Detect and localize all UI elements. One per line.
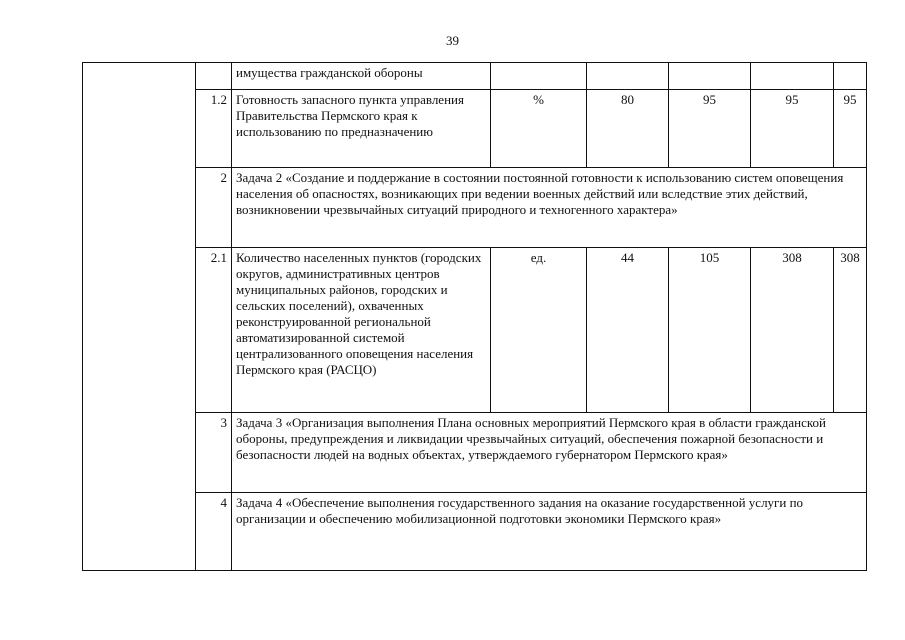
unit-cell: % <box>491 90 587 168</box>
value-cell <box>751 63 834 90</box>
row-number: 2.1 <box>196 248 232 413</box>
table-row <box>83 248 867 413</box>
task-description: Задача 3 «Организация выполнения Плана основных мероприятий Пермского края в области гражданской обороны, предупреждения и ликвидации чрезвычайных ситуаций, обеспечения пожарной безопасности и безопасности людей на водных объектах, утверждаемого губернатором Пермского края» <box>232 413 867 493</box>
row-number: 4 <box>196 493 232 571</box>
table-row <box>83 493 867 571</box>
left-column-cell <box>83 63 196 571</box>
unit-cell: ед. <box>491 248 587 413</box>
unit-cell <box>491 63 587 90</box>
indicator-name: имущества гражданской обороны <box>232 63 491 90</box>
table-row <box>83 168 867 248</box>
value-cell: 308 <box>751 248 834 413</box>
page-number: 39 <box>446 33 459 48</box>
indicator-name: Количество населенных пунктов (городских округов, административных центров муниципальных районов, городских и сельских поселений), охваченных реконструированной региональной автоматизированной системой централизованного оповещения населения Пермского края (РАСЦО) <box>232 248 491 413</box>
task-description: Задача 2 «Создание и поддержание в состоянии постоянной готовности к использованию систем оповещения населения об опасностях, возникающих при ведении военных действий или вследствие этих действий, возникновении чрезвычайных ситуаций природного и техногенного характера» <box>232 168 867 248</box>
table-row <box>83 63 867 90</box>
value-cell <box>587 63 669 90</box>
indicators-table <box>82 62 867 571</box>
value-cell: 95 <box>834 90 867 168</box>
row-number: 2 <box>196 168 232 248</box>
row-number <box>196 63 232 90</box>
value-cell: 105 <box>669 248 751 413</box>
value-cell: 44 <box>587 248 669 413</box>
row-number: 3 <box>196 413 232 493</box>
table-row <box>83 413 867 493</box>
value-cell: 95 <box>669 90 751 168</box>
value-cell: 95 <box>751 90 834 168</box>
value-cell: 80 <box>587 90 669 168</box>
table-row <box>83 90 867 168</box>
row-number: 1.2 <box>196 90 232 168</box>
value-cell: 308 <box>834 248 867 413</box>
value-cell <box>834 63 867 90</box>
value-cell <box>669 63 751 90</box>
indicator-name: Готовность запасного пункта управления Правительства Пермского края к использованию по предназначению <box>232 90 491 168</box>
task-description: Задача 4 «Обеспечение выполнения государственного задания на оказание государственной услуги по организации и обеспечению мобилизационной подготовки экономики Пермского края» <box>232 493 867 571</box>
